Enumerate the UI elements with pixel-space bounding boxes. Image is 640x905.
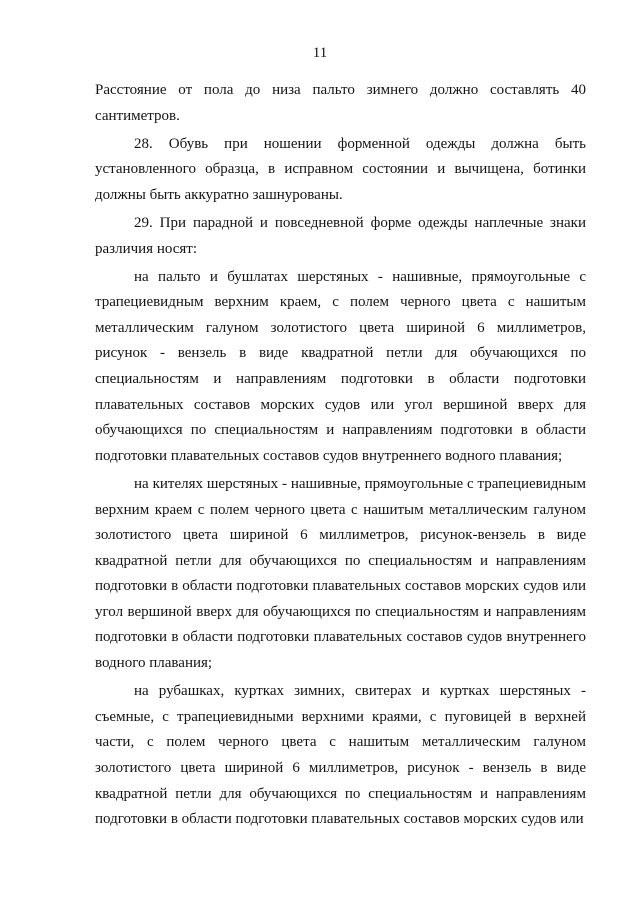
paragraph-1: Расстояние от пола до низа пальто зимнего должно составлять 40 сантиметров. [95,82,586,124]
paragraph-3: 29. При парадной и повседневной форме одежды наплечные знаки различия носят: [95,214,586,257]
paragraph-6: на рубашках, куртках зимних, свитерах и куртках шерстяных - съемные, с трапециевидными верхними краями, с пуговицей в верхней части, с полем черного цвета с нашитым металлическим галуном золотистого цвета шириной 6 миллиметров, рисунок - вензель в виде квадратной петли для обучающихся по специальностям и направлениям подготовки в области подготовки плавательных составов морских судов или [95,683,586,828]
paragraph-2: 28. Обувь при ношении форменной одежды должна быть установленного образца, в исправном состоянии и вычищена, ботинки должны быть аккуратно зашнурованы. [95,135,586,203]
document-body [95,78,586,833]
page-number: 11 [312,45,328,61]
paragraph-5: на кителях шерстяных - нашивные, прямоугольные с трапециевидным верхним краем с полем черного цвета с нашитым металлическим галуном золотистого цвета шириной 6 миллиметров, рисунок-вензель в виде квадратной петли для обучающихся по специальностям и направлениям подготовки в области подготовки плавательных составов морских судов или угол вершиной вверх для обучающихся по специальностям и направлениям подготовки в области подготовки плавательных составов судов внутреннего водного плавания; [95,475,586,672]
paragraph-4: на пальто и бушлатах шерстяных - нашивные, прямоугольные с трапециевидным верхним краем, с полем черного цвета с нашитым металлическим галуном золотистого цвета шириной 6 миллиметров, рисунок - вензель в виде квадратной петли для обучающихся по специальностям и направлениям подготовки в области подготовки плавательных составов морских судов или угол вершиной вверх для обучающихся по специальностям и направлениям подготовки в области подготовки плавательных составов судов внутреннего водного плавания; [95,268,586,464]
